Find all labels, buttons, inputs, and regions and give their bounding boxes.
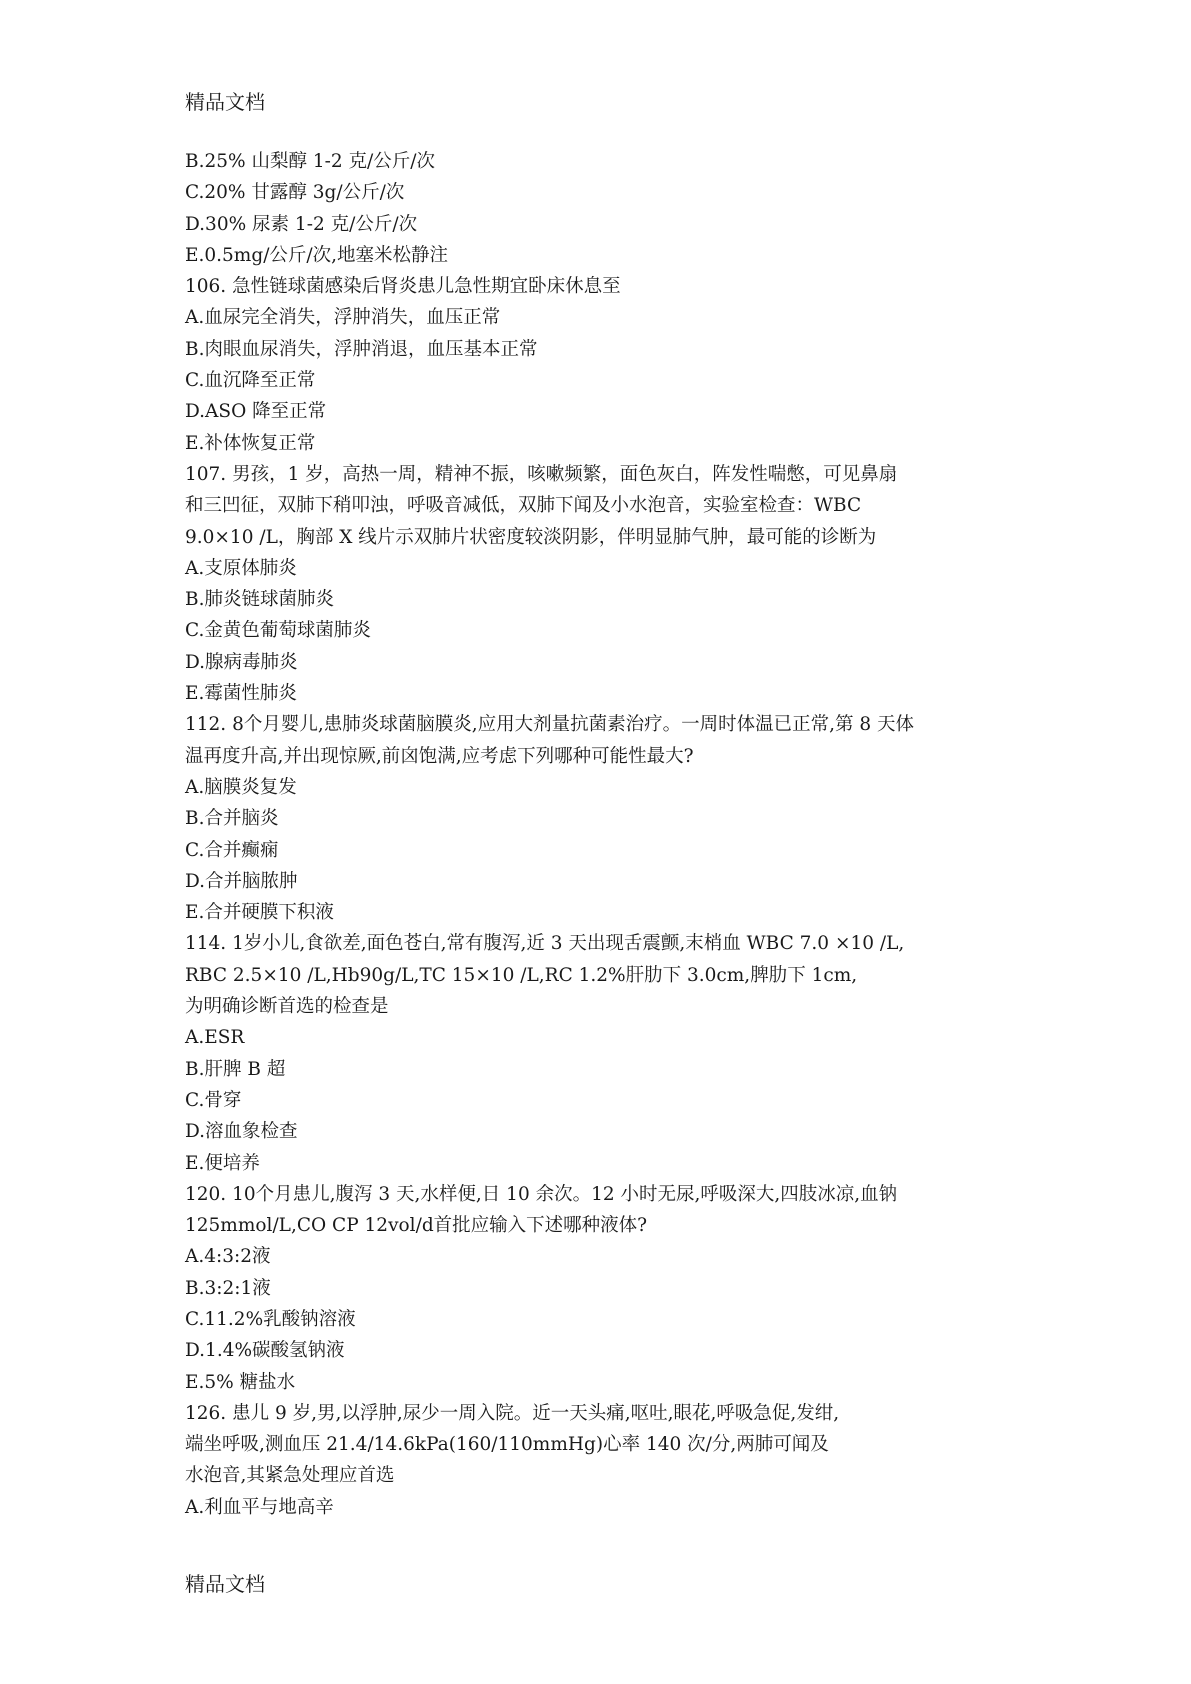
question-120: 120. 10个月患儿,腹泻 3 天,水样便,日 10 余次。12 小时无尿,呼吸深大,四肢冰凉,血钠 — [185, 1183, 898, 1205]
page-footer: 精品文档 — [185, 1572, 265, 1596]
text-line: B.25% 山梨醇 1-2 克/公斤/次 — [185, 151, 435, 172]
text-line: C.11.2%乳酸钠溶液 — [185, 1308, 356, 1330]
text-line: E.0.5mg/公斤/次,地塞米松静注 — [185, 244, 449, 266]
text-line: B.合并脑炎 — [185, 808, 279, 830]
text-line: D.ASO 降至正常 — [185, 401, 327, 423]
text-line: C.血沉降至正常 — [185, 370, 316, 392]
text-line: D.1.4%碳酸氢钠液 — [185, 1340, 345, 1362]
text-line: 9.0×10 /L，胸部 X 线片示双肺片状密度较淡阴影，伴明显肺气肿，最可能的诊断为 — [185, 526, 877, 548]
question-107: 107. 男孩，1 岁，高热一周，精神不振，咳嗽频繁，面色灰白，阵发性喘憋，可见鼻扇 — [185, 463, 898, 485]
text-line: A.ESR — [185, 1027, 245, 1049]
text-line: D.30% 尿素 1-2 克/公斤/次 — [185, 213, 418, 235]
text-line: A.脑膜炎复发 — [185, 776, 297, 798]
text-line: 125mmol/L,CO CP 12vol/d首批应输入下述哪种液体? — [185, 1215, 648, 1237]
text-line: C.20% 甘露醇 3g/公斤/次 — [185, 182, 405, 204]
text-line: A.支原体肺炎 — [185, 557, 297, 579]
text-line: E.补体恢复正常 — [185, 432, 316, 454]
text-line: 和三凹征，双肺下稍叩浊，呼吸音减低，双肺下闻及小水泡音，实验室检查：WBC — [185, 495, 862, 517]
text-line: D.腺病毒肺炎 — [185, 651, 298, 673]
text-line: RBC 2.5×10 /L,Hb90g/L,TC 15×10 /L,RC 1.2%肝肋下 3.0cm,脾肋下 1cm, — [185, 964, 858, 986]
text-line: A.4:3:2液 — [185, 1246, 271, 1268]
text-line: D.溶血象检查 — [185, 1121, 298, 1143]
text-line: E.便培养 — [185, 1152, 260, 1174]
question-126: 126. 患儿 9 岁,男,以浮肿,尿少一周入院。近一天头痛,呕吐,眼花,呼吸急促,发绀, — [185, 1402, 840, 1424]
text-line: C.金黄色葡萄球菌肺炎 — [185, 620, 371, 642]
text-line: A.血尿完全消失，浮肿消失，血压正常 — [185, 307, 501, 329]
text-line: 为明确诊断首选的检查是 — [185, 996, 389, 1018]
document-body — [185, 146, 1015, 1523]
text-line: 温再度升高,并出现惊厥,前囟饱满,应考虑下列哪种可能性最大? — [185, 745, 694, 767]
text-line: E.霉菌性肺炎 — [185, 683, 297, 705]
text-line: E.合并硬膜下积液 — [185, 902, 334, 924]
text-line: B.肉眼血尿消失，浮肿消退，血压基本正常 — [185, 338, 538, 360]
text-line: 水泡音,其紧急处理应首选 — [185, 1465, 395, 1487]
text-line: B.3:2:1液 — [185, 1277, 271, 1299]
question-114: 114. 1岁小儿,食欲差,面色苍白,常有腹泻,近 3 天出现舌震颤,末梢血 WBC 7.0 ×10 /L, — [185, 933, 905, 955]
text-line: C.合并癫痫 — [185, 839, 279, 861]
page-header: 精品文档 — [185, 90, 265, 114]
text-line: B.肺炎链球菌肺炎 — [185, 589, 334, 611]
text-line: E.5% 糖盐水 — [185, 1371, 296, 1393]
question-106: 106. 急性链球菌感染后肾炎患儿急性期宜卧床休息至 — [185, 276, 621, 298]
text-line: B.肝脾 B 超 — [185, 1058, 286, 1080]
text-line: C.骨穿 — [185, 1089, 242, 1111]
question-112: 112. 8个月婴儿,患肺炎球菌脑膜炎,应用大剂量抗菌素治疗。一周时体温已正常,第 8 天体 — [185, 714, 915, 736]
text-line: 端坐呼吸,测血压 21.4/14.6kPa(160/110mmHg)心率 140 次/分,两肺可闻及 — [185, 1434, 829, 1456]
text-line: D.合并脑脓肿 — [185, 870, 298, 892]
text-line: A.利血平与地高辛 — [185, 1496, 334, 1518]
